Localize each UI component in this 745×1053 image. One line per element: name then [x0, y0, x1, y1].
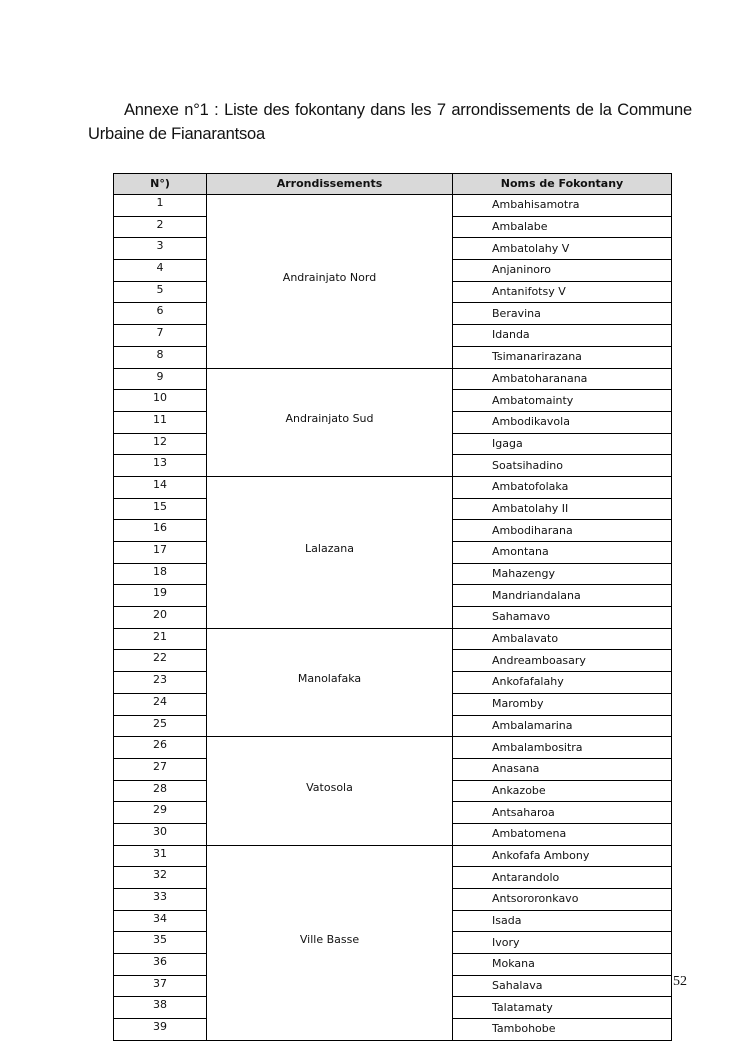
table-row — [114, 628, 672, 650]
row-number: 19 — [114, 585, 207, 607]
row-number: 8 — [114, 346, 207, 368]
annex-title — [88, 98, 692, 146]
row-number: 13 — [114, 455, 207, 477]
page-number: 52 — [673, 974, 687, 989]
header-arrondissements: Arrondissements — [207, 174, 453, 195]
row-number: 32 — [114, 867, 207, 889]
fokontany-name: Ambatomena — [453, 823, 672, 845]
fokontany-name: Igaga — [453, 433, 672, 455]
fokontany-name: Tambohobe — [453, 1019, 672, 1041]
fokontany-name: Talatamaty — [453, 997, 672, 1019]
row-number: 20 — [114, 607, 207, 629]
row-number: 28 — [114, 780, 207, 802]
fokontany-name: Ambalabe — [453, 216, 672, 238]
row-number: 10 — [114, 390, 207, 412]
header-number: N°) — [114, 174, 207, 195]
fokontany-name: Ambalavato — [453, 628, 672, 650]
fokontany-name: Ambatomainty — [453, 390, 672, 412]
fokontany-name: Ankofafa Ambony — [453, 845, 672, 867]
arrondissement-name: Manolafaka — [207, 628, 453, 736]
row-number: 14 — [114, 476, 207, 498]
row-number: 29 — [114, 802, 207, 824]
row-number: 3 — [114, 238, 207, 260]
row-number: 38 — [114, 997, 207, 1019]
fokontany-name: Maromby — [453, 693, 672, 715]
row-number: 37 — [114, 975, 207, 997]
fokontany-table — [113, 173, 672, 1041]
fokontany-name: Andreamboasary — [453, 650, 672, 672]
fokontany-name: Tsimanarirazana — [453, 346, 672, 368]
table-row — [114, 368, 672, 390]
fokontany-name: Soatsihadino — [453, 455, 672, 477]
row-number: 6 — [114, 303, 207, 325]
fokontany-name: Anjaninoro — [453, 260, 672, 282]
row-number: 5 — [114, 281, 207, 303]
row-number: 26 — [114, 737, 207, 759]
row-number: 7 — [114, 325, 207, 347]
fokontany-name: Beravina — [453, 303, 672, 325]
fokontany-name: Ambatoharanana — [453, 368, 672, 390]
row-number: 4 — [114, 260, 207, 282]
fokontany-name: Ambatofolaka — [453, 476, 672, 498]
fokontany-name: Antsaharoa — [453, 802, 672, 824]
table-row — [114, 476, 672, 498]
row-number: 18 — [114, 563, 207, 585]
row-number: 12 — [114, 433, 207, 455]
row-number: 35 — [114, 932, 207, 954]
row-number: 31 — [114, 845, 207, 867]
fokontany-name: Ankazobe — [453, 780, 672, 802]
row-number: 34 — [114, 910, 207, 932]
table-row — [114, 737, 672, 759]
fokontany-name: Antsororonkavo — [453, 889, 672, 911]
row-number: 25 — [114, 715, 207, 737]
fokontany-name: Idanda — [453, 325, 672, 347]
fokontany-name: Amontana — [453, 542, 672, 564]
arrondissement-name: Andrainjato Nord — [207, 195, 453, 369]
fokontany-name: Sahalava — [453, 975, 672, 997]
row-number: 2 — [114, 216, 207, 238]
row-number: 1 — [114, 195, 207, 217]
fokontany-name: Ambalambositra — [453, 737, 672, 759]
row-number: 33 — [114, 889, 207, 911]
fokontany-name: Antarandolo — [453, 867, 672, 889]
arrondissement-name: Lalazana — [207, 476, 453, 628]
arrondissement-name: Vatosola — [207, 737, 453, 845]
title-line-1: Annexe n°1 : Liste des fokontany dans les 7 arrondissements de la Commune — [124, 101, 692, 119]
arrondissement-name: Ville Basse — [207, 845, 453, 1040]
fokontany-name: Mandriandalana — [453, 585, 672, 607]
row-number: 39 — [114, 1019, 207, 1041]
header-fokontany-names: Noms de Fokontany — [453, 174, 672, 195]
fokontany-name: Ambalamarina — [453, 715, 672, 737]
row-number: 22 — [114, 650, 207, 672]
row-number: 23 — [114, 672, 207, 694]
row-number: 17 — [114, 542, 207, 564]
fokontany-name: Ambodikavola — [453, 411, 672, 433]
fokontany-name: Mahazengy — [453, 563, 672, 585]
fokontany-name: Ivory — [453, 932, 672, 954]
row-number: 9 — [114, 368, 207, 390]
fokontany-name: Ambodiharana — [453, 520, 672, 542]
table-row — [114, 845, 672, 867]
row-number: 21 — [114, 628, 207, 650]
fokontany-name: Anasana — [453, 758, 672, 780]
fokontany-name: Ankofafalahy — [453, 672, 672, 694]
table-header-row — [114, 174, 672, 195]
row-number: 36 — [114, 954, 207, 976]
row-number: 27 — [114, 758, 207, 780]
row-number: 11 — [114, 411, 207, 433]
fokontany-name: Isada — [453, 910, 672, 932]
row-number: 15 — [114, 498, 207, 520]
table-body — [114, 195, 672, 1041]
fokontany-name: Sahamavo — [453, 607, 672, 629]
row-number: 30 — [114, 823, 207, 845]
row-number: 24 — [114, 693, 207, 715]
fokontany-name: Mokana — [453, 954, 672, 976]
fokontany-name: Ambatolahy V — [453, 238, 672, 260]
arrondissement-name: Andrainjato Sud — [207, 368, 453, 476]
row-number: 16 — [114, 520, 207, 542]
fokontany-name: Ambatolahy II — [453, 498, 672, 520]
title-line-2: Urbaine de Fianarantsoa — [88, 125, 266, 143]
table-row — [114, 195, 672, 217]
fokontany-name: Antanifotsy V — [453, 281, 672, 303]
fokontany-name: Ambahisamotra — [453, 195, 672, 217]
